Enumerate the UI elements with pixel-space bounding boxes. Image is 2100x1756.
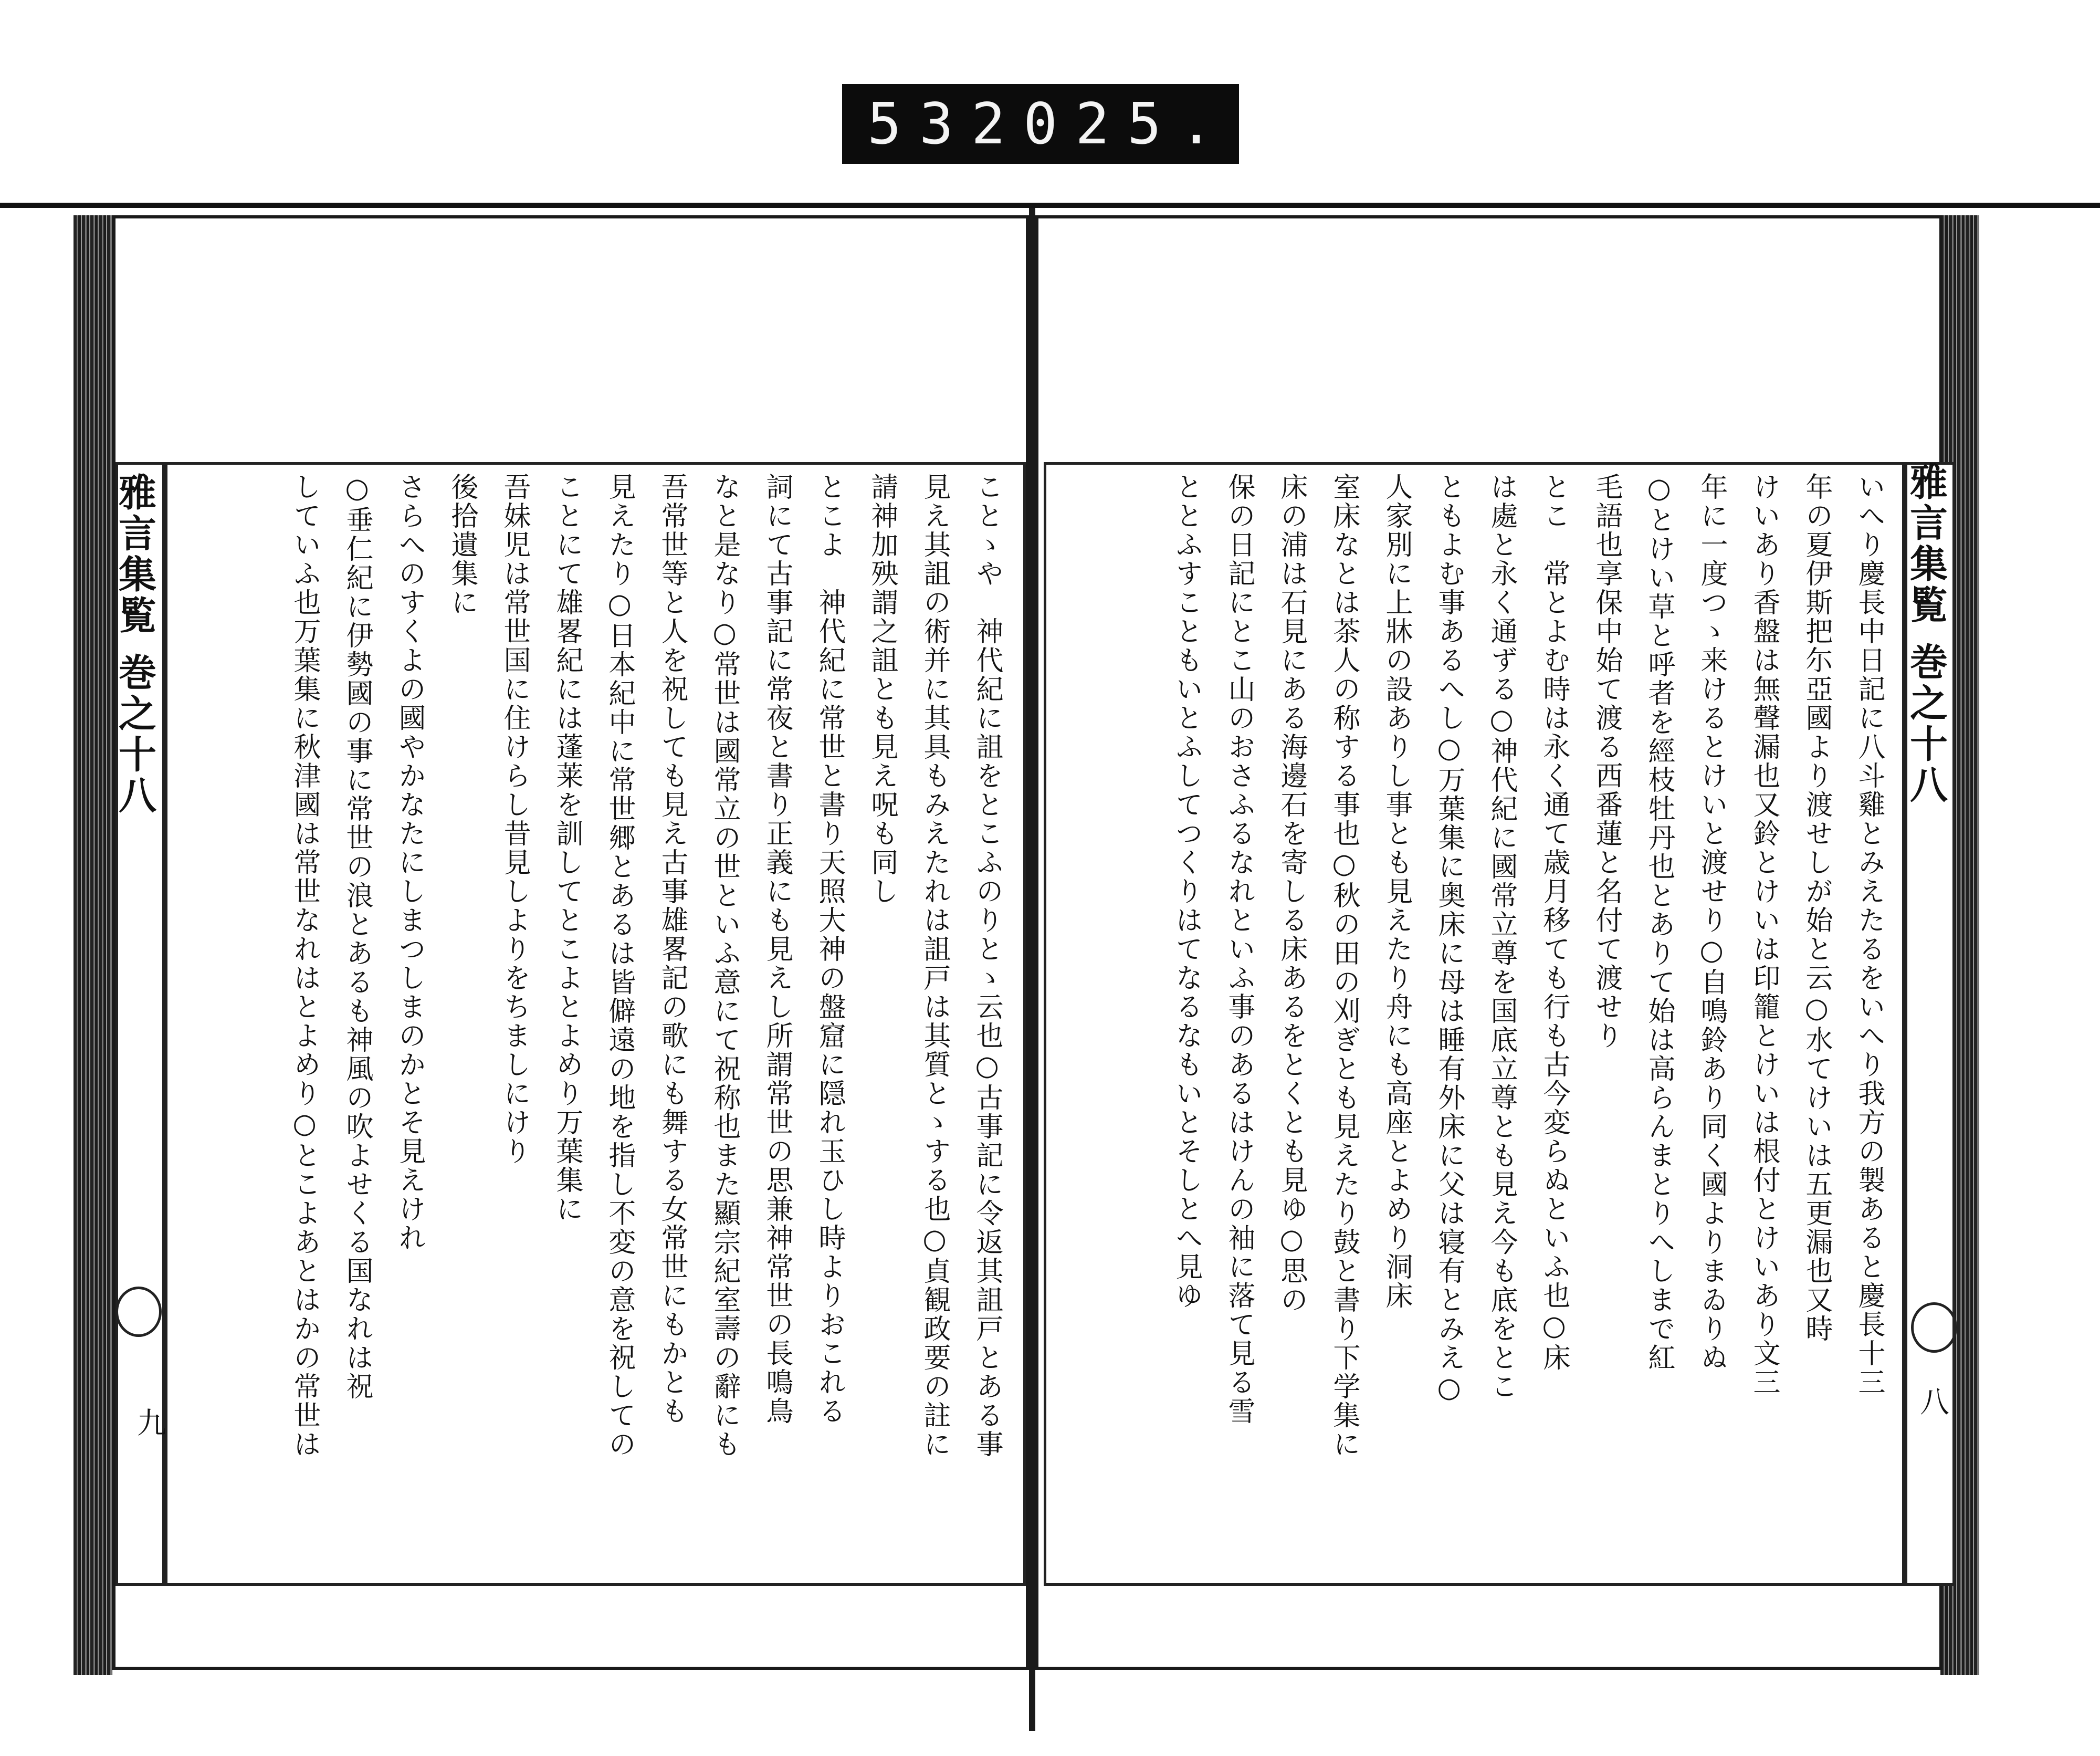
right-page-leaf-number: 八 [1915, 1386, 1949, 1416]
right-page-column: 床の浦は石見にある海邊石を寄しる床あるをとくとも見ゆ○思の [1276, 473, 1307, 1314]
left-page-column: ○垂仁紀に伊勢國の事に常世の浪とあるも神風の吹よせくる国なれは祝 [341, 473, 373, 1401]
left-page-column: 詞にて古事記に常夜と書り正義にも見えし所謂常世の思兼神常世の長鳴鳥 [761, 473, 793, 1426]
right-page-hashira: 雅言集覧 巻之十八 [1904, 462, 1948, 807]
right-page-column: いへり慶長中日記に八斗雞とみえたるをいへり我方の製あると慶長十三 [1853, 473, 1885, 1397]
left-page-column: とこよ 神代紀に常世と書り天照大神の盤窟に隠れ玉ひし時よりおこれる [814, 473, 845, 1426]
left-page-column: なと是なり○常世は國常立の世といふ意にて祝称也また顯宗紀室壽の辭にも [709, 473, 740, 1459]
scan-top-rule [0, 203, 2100, 208]
right-page-column: 室床なとは茶人の称する事也○秋の田の刈ぎとも見えたり鼓と書り下学集に [1328, 473, 1360, 1459]
right-page-body-text [1050, 473, 1895, 1570]
right-page-column: 人家別に上牀の設ありし事とも見えたり舟にも高座とよめり洞床 [1381, 473, 1412, 1310]
right-page-column: ともよむ事あるへし○万葉集に奥床に母は睡有外床に父は寝有とみえ○ [1433, 473, 1465, 1405]
left-page-column: 吾常世等と人を祝しても見え古事雄畧記の歌にも舞する女常世にもかとも [656, 473, 688, 1426]
left-page-column: していふ也万葉集に秋津國は常世なれはとよめり○とこよあとはかの常世は [289, 473, 320, 1459]
right-page-column: は處と永く通ずる○神代紀に國常立尊を国底立尊とも見え今も底をとこ [1486, 473, 1517, 1401]
left-page-column: 吾妹児は常世国に住けらし昔見しよりをちましにけり [499, 473, 530, 1166]
left-page-column: 後拾遺集に [446, 473, 478, 617]
right-page-column: けいあり香盤は無聲漏也又鈴とけいは印籠とけいは根付とけいあり文三 [1748, 473, 1780, 1397]
left-page-body-text [173, 473, 1013, 1570]
book-gutter [1029, 208, 1035, 1731]
left-page-column: ことにて雄畧紀には蓬莱を訓してとこよとよめり万葉集に [551, 473, 583, 1224]
right-page-column: 年に一度つゝ来けるとけいと渡せり○自鳴鈴あり同く國よりまゐりぬ [1696, 473, 1727, 1372]
right-page-column: ○とけい草と呼者を經枝牡丹也とありて始は高らんまとりへしまで紅 [1643, 473, 1675, 1372]
left-page-edge [74, 215, 112, 1675]
right-page-column: とこ 常とよむ時は永く通て歳月移ても行も古今変らぬといふ也○床 [1538, 473, 1570, 1372]
right-page-circle-mark [1911, 1302, 1957, 1353]
right-page-column: 保の日記にとこ山のおさふるなれといふ事のあるはけんの袖に落て見る雪 [1223, 473, 1255, 1426]
left-page-circle-mark [116, 1287, 162, 1337]
right-page-column: 毛語也享保中始て渡る西番蓮と名付て渡せり [1591, 473, 1622, 1050]
archive-label-right: 025. [1023, 91, 1232, 157]
left-page-leaf-number: 九 [132, 1407, 166, 1437]
right-page-column: 年の夏伊斯把尓亞國より渡せしが始と云○水てけいは五更漏也又時 [1801, 473, 1832, 1343]
left-page-column: 見え其詛の術并に其具もみえたれは詛戸は其質とゝする也○貞観政要の註に [919, 473, 950, 1459]
left-page-column: さらへのすくよの國やかなたにしまつしまのかとそ見えけれ [394, 473, 425, 1252]
left-page-column: 見えたり○日本紀中に常世郷とあるは皆僻遠の地を指し不変の意を祝しての [604, 473, 635, 1459]
right-page-column: ととふすこともいとふしてつくりはてなるなもいとそしとへ見ゆ [1171, 473, 1202, 1310]
left-page-hashira: 雅言集覧 巻之十八 [112, 473, 157, 817]
left-page-column: 請神加殃謂之詛とも見え呪も同し [866, 473, 898, 906]
archive-label [842, 84, 1239, 164]
left-page-column: ことゝや 神代紀に詛をとこふのりとゝ云也○古事記に令返其詛戸とある事 [971, 473, 1003, 1459]
archive-label-left: 532 [867, 91, 1024, 157]
